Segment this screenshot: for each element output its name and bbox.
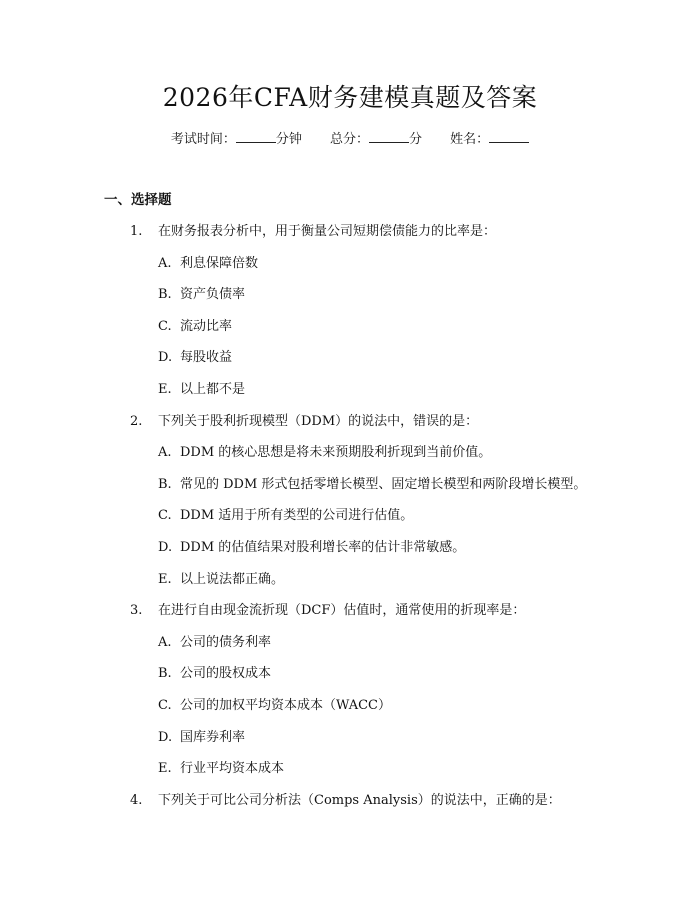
option-text: 流动比率 — [180, 318, 233, 334]
option-letter: C. — [158, 697, 172, 713]
question-text: 在财务报表分析中，用于衡量公司短期偿债能力的比率是： — [158, 224, 497, 239]
option-text: 利息保障倍数 — [180, 255, 259, 271]
answer-option[interactable] — [0, 346, 700, 378]
exam-time-field — [171, 128, 302, 152]
question-number: 4. — [130, 792, 143, 808]
answer-option[interactable] — [0, 252, 700, 284]
option-text: DDM 的核心思想是将未来预期股利折现到当前价值。 — [180, 445, 492, 461]
option-letter: E. — [158, 571, 172, 587]
option-letter: B. — [158, 476, 172, 492]
question-item — [0, 599, 700, 631]
option-text: 国库券利率 — [180, 729, 246, 745]
option-text: 每股收益 — [180, 350, 233, 366]
option-text: 公司的股权成本 — [180, 666, 272, 682]
total-score-blank — [369, 128, 409, 143]
option-letter: B. — [158, 666, 172, 682]
answer-option[interactable] — [0, 536, 700, 568]
name-blank — [489, 128, 529, 143]
exam-time-unit: 分钟 — [275, 132, 302, 147]
question-number: 3. — [130, 603, 143, 619]
answer-option[interactable] — [0, 757, 700, 789]
question-text: 下列关于股利折现模型（DDM）的说法中，错误的是： — [158, 413, 479, 429]
question-number: 2. — [130, 413, 143, 429]
question-item — [0, 220, 700, 252]
answer-option[interactable] — [0, 568, 700, 600]
option-text: 公司的债务利率 — [180, 634, 272, 650]
option-text: 以上都不是 — [180, 381, 246, 397]
question-number: 1. — [130, 224, 143, 239]
answer-option[interactable] — [0, 441, 700, 473]
answer-option[interactable] — [0, 504, 700, 536]
total-score-field — [330, 128, 422, 152]
option-letter: C. — [158, 318, 172, 334]
option-letter: D. — [158, 350, 173, 366]
option-text: 资产负债率 — [180, 287, 246, 303]
option-letter: C. — [158, 508, 172, 524]
exam-meta-row — [0, 128, 700, 152]
option-letter: A. — [158, 445, 172, 461]
option-letter: A. — [158, 634, 172, 650]
exam-time-label: 考试时间： — [170, 132, 236, 147]
total-score-unit: 分 — [409, 132, 423, 147]
section-heading: 一、选择题 — [104, 192, 172, 208]
option-text: 以上说法都正确。 — [180, 571, 285, 587]
answer-option[interactable] — [0, 283, 700, 315]
option-letter: D. — [158, 539, 173, 555]
page-title: 2026年CFA财务建模真题及答案 — [162, 83, 538, 112]
option-text: 行业平均资本成本 — [180, 761, 285, 777]
option-letter: E. — [158, 381, 172, 397]
option-letter: A. — [158, 255, 172, 271]
answer-option[interactable] — [0, 315, 700, 347]
question-item — [0, 789, 700, 821]
option-text: 常见的 DDM 形式包括零增长模型、固定增长模型和两阶段增长模型。 — [180, 476, 587, 492]
question-list — [0, 220, 700, 820]
answer-option[interactable] — [0, 662, 700, 694]
answer-option[interactable] — [0, 473, 700, 505]
answer-option[interactable] — [0, 694, 700, 726]
name-field — [450, 128, 529, 152]
name-label: 姓名： — [450, 132, 490, 147]
option-text: 公司的加权平均资本成本（WACC） — [180, 697, 391, 713]
option-letter: D. — [158, 729, 173, 745]
question-text: 在进行自由现金流折现（DCF）估值时，通常使用的折现率是： — [158, 603, 526, 619]
option-letter: B. — [158, 287, 172, 303]
option-letter: E. — [158, 761, 172, 777]
exam-time-blank — [236, 128, 276, 143]
answer-option[interactable] — [0, 378, 700, 410]
total-score-label: 总分： — [329, 132, 369, 147]
option-text: DDM 的估值结果对股利增长率的估计非常敏感。 — [180, 539, 466, 555]
option-text: DDM 适用于所有类型的公司进行估值。 — [180, 508, 414, 524]
answer-option[interactable] — [0, 726, 700, 758]
answer-option[interactable] — [0, 631, 700, 663]
question-item — [0, 410, 700, 442]
question-text: 下列关于可比公司分析法（Comps Analysis）的说法中，正确的是： — [158, 792, 561, 808]
